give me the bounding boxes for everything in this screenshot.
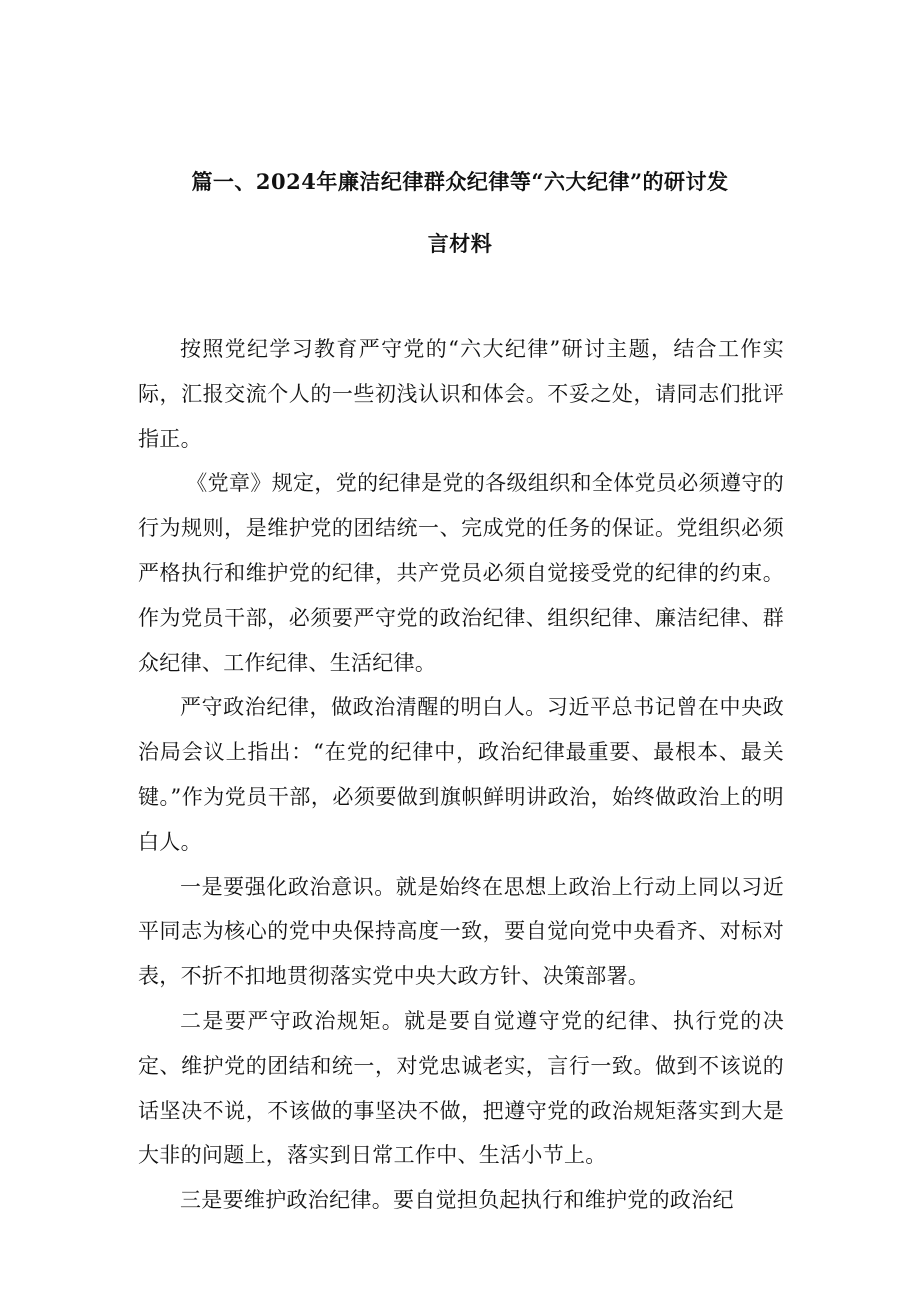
document-title-line-2: 言材料 — [427, 231, 493, 256]
paragraph-point-two: 二是要严守政治规矩。就是要自觉遵守党的纪律、执行党的决定、维护党的团结和统一，对党忠诚老实，言行一致。做到不该说的话坚决不说，不该做的事坚决不做，把遵守党的政治规矩落实到大是大非的问题上，落实到日常工作中、生活小节上。 — [138, 1008, 784, 1168]
paragraph-point-one: 一是要强化政治意识。就是始终在思想上政治上行动上同以习近平同志为核心的党中央保持高度一致，要自觉向党中央看齐、对标对表，不折不扣地贯彻落实党中央大政方针、决策部署。 — [138, 874, 784, 989]
document-body — [138, 327, 784, 1223]
document-title-line-1: 篇一、2024年廉洁纪律群众纪律等“六大纪律”的研讨发 — [191, 169, 729, 194]
paragraph-party-constitution: 《党章》规定，党的纪律是党的各级组织和全体党员必须遵守的行为规则，是维护党的团结统一、完成党的任务的保证。党组织必须严格执行和维护党的纪律，共产党员必须自觉接受党的纪律的约束。作为党员干部，必须要严守党的政治纪律、组织纪律、廉洁纪律、群众纪律、工作纪律、生活纪律。 — [138, 471, 784, 675]
paragraph-political-discipline: 严守政治纪律，做政治清醒的明白人。习近平总书记曾在中央政治局会议上指出：“在党的纪律中，政治纪律最重要、最根本、最关键。”作为党员干部，必须要做到旗帜鲜明讲政治，始终做政治上的明白人。 — [138, 695, 784, 854]
paragraph-point-three: 三是要维护政治纪律。要自觉担负起执行和维护党的政治纪 — [180, 1188, 734, 1213]
paragraph-intro: 按照党纪学习教育严守党的“六大纪律”研讨主题，结合工作实际，汇报交流个人的一些初浅认识和体会。不妥之处，请同志们批评指正。 — [138, 337, 784, 451]
